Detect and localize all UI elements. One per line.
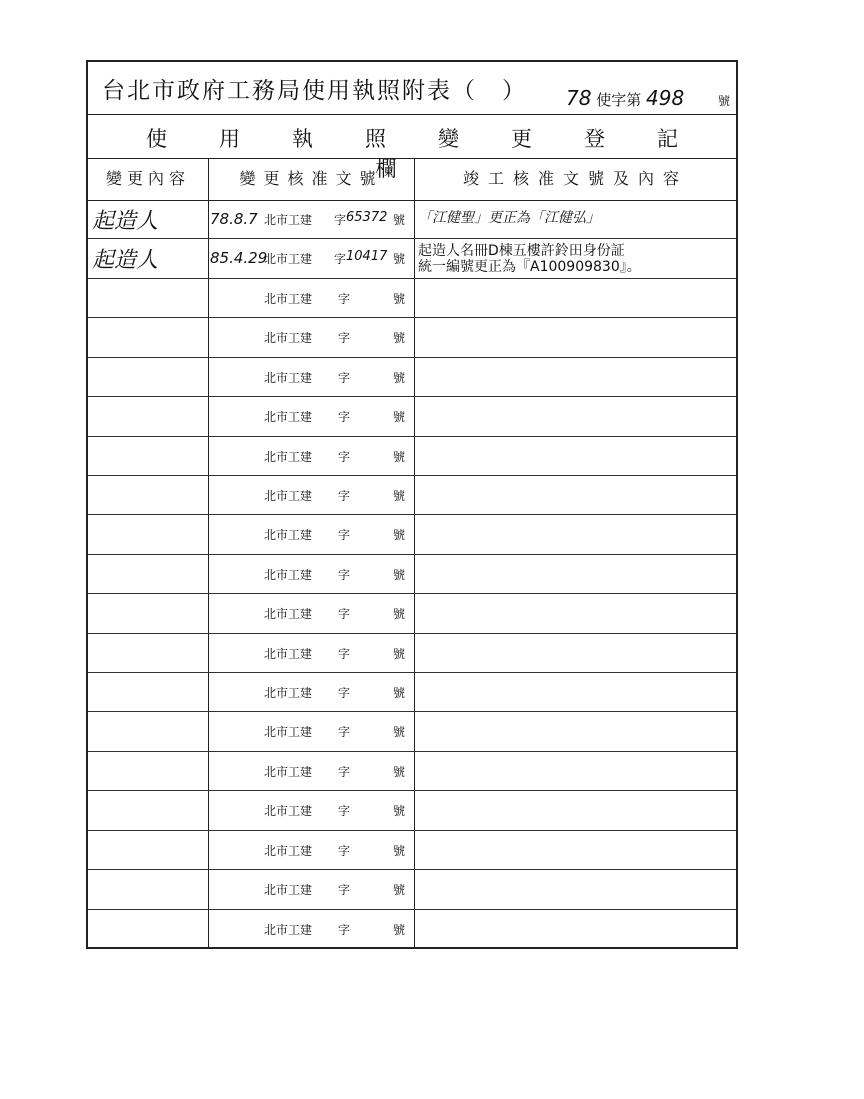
approval-hao: 號 (393, 331, 406, 346)
description-line: 統一編號更正為『A100909830』。 (418, 259, 641, 276)
approval-hao: 號 (393, 567, 406, 582)
approval-hao: 號 (393, 804, 406, 819)
table-row (88, 555, 736, 594)
approval-hao: 號 (393, 488, 406, 503)
approval-prefix: 北市工建 (264, 528, 313, 543)
approval-prefix: 北市工建 (264, 725, 313, 740)
registration-table-body (88, 200, 736, 949)
approval-hao: 號 (393, 922, 406, 937)
approval-prefix: 北市工建 (264, 331, 313, 346)
approval-zi: 字 (338, 804, 351, 819)
approval-zi: 字 (338, 567, 351, 582)
approval-hao: 號 (393, 291, 406, 306)
approval-hao: 號 (393, 410, 406, 425)
approval-zi: 字 (338, 607, 351, 622)
title-row (88, 62, 736, 115)
approval-hao: 號 (393, 883, 406, 898)
table-row (88, 831, 736, 870)
approval-prefix: 北市工建 (264, 370, 313, 385)
approval-prefix: 北市工建 (264, 883, 313, 898)
approval-hao: 號 (393, 213, 406, 227)
table-row (88, 752, 736, 791)
table-row (88, 476, 736, 515)
description (418, 243, 732, 275)
approval-zi: 字 (338, 922, 351, 937)
description (418, 210, 732, 226)
approval-zi: 字 (338, 686, 351, 701)
table-row (88, 437, 736, 476)
table-row (88, 634, 736, 673)
approval-hao: 號 (393, 764, 406, 779)
approval-prefix: 北市工建 (264, 843, 313, 858)
approval-zi: 字 (338, 883, 351, 898)
approval-zi: 字 (338, 725, 351, 740)
table-row (88, 673, 736, 712)
approval-zi: 字 (338, 449, 351, 464)
approval-zi: 字 (334, 213, 347, 227)
table-row (88, 594, 736, 633)
approval-zi: 字 (338, 488, 351, 503)
table-row (88, 279, 736, 318)
approval-zi: 字 (338, 291, 351, 306)
approval-prefix: 北市工建 (264, 764, 313, 779)
approval-prefix: 北市工建 (264, 607, 313, 622)
permit-number: 498 (646, 86, 685, 110)
approval-prefix: 北市工建 (264, 291, 313, 306)
approval-zi: 字 (338, 331, 351, 346)
approval-prefix: 北市工建 (264, 410, 313, 425)
column-header-approval-no: 變更核准文號 (208, 158, 414, 200)
table-row (88, 358, 736, 397)
permit-word: 使字第 (596, 91, 642, 109)
approval-zi: 字 (338, 370, 351, 385)
approval-hao: 號 (393, 528, 406, 543)
approval-number: 10417 (346, 249, 388, 265)
approval-date: 78.8.7 (210, 210, 258, 228)
approval-hao: 號 (393, 646, 406, 661)
approval-hao: 號 (393, 252, 406, 267)
approval-prefix: 北市工建 (264, 213, 313, 227)
approval-hao: 號 (393, 725, 406, 740)
table-row (88, 515, 736, 554)
approval-hao: 號 (393, 449, 406, 464)
permit-suffix: 號 (718, 94, 731, 108)
approval-zi: 字 (338, 764, 351, 779)
table-row (88, 397, 736, 436)
permit-year: 78 (566, 86, 592, 110)
permit-number-field (566, 86, 684, 110)
column-header-content: 變更內容 (105, 169, 190, 188)
table-row (88, 200, 736, 239)
table-row (88, 239, 736, 278)
table-row (88, 910, 736, 949)
approval-prefix: 北市工建 (264, 646, 313, 661)
approval-prefix: 北市工建 (264, 922, 313, 937)
table-row (88, 318, 736, 357)
permit-attachment-form (86, 60, 738, 949)
column-header-row (88, 158, 736, 201)
table-row (88, 791, 736, 830)
form-title: 台北市政府工務局使用執照附表（ ） (102, 78, 527, 104)
approval-zi: 字 (338, 410, 351, 425)
description-line: 起造人名冊D棟五樓許鈴田身份証 (418, 243, 625, 260)
approval-zi: 字 (338, 843, 351, 858)
approval-zi: 字 (334, 252, 347, 267)
approval-zi: 字 (338, 646, 351, 661)
approval-prefix: 北市工建 (264, 449, 313, 464)
approval-prefix: 北市工建 (264, 686, 313, 701)
column-header-description: 竣工核准文號及內容 (414, 158, 736, 200)
approval-prefix: 北市工建 (264, 252, 313, 267)
approval-hao: 號 (393, 370, 406, 385)
approval-date: 85.4.29 (210, 249, 268, 268)
approval-hao: 號 (393, 843, 406, 858)
approval-prefix: 北市工建 (264, 567, 313, 582)
change-content: 起造人 (92, 248, 159, 274)
approval-hao: 號 (393, 607, 406, 622)
approval-hao: 號 (393, 686, 406, 701)
table-row (88, 870, 736, 909)
approval-prefix: 北市工建 (264, 488, 313, 503)
approval-zi: 字 (338, 528, 351, 543)
table-row (88, 712, 736, 751)
description-line: 「江健聖」更正為「江健弘」 (418, 210, 600, 226)
change-content: 起造人 (92, 209, 159, 234)
approval-number: 65372 (346, 210, 388, 225)
approval-prefix: 北市工建 (264, 804, 313, 819)
section-title: 使用執照變更登記欄 (146, 127, 730, 181)
